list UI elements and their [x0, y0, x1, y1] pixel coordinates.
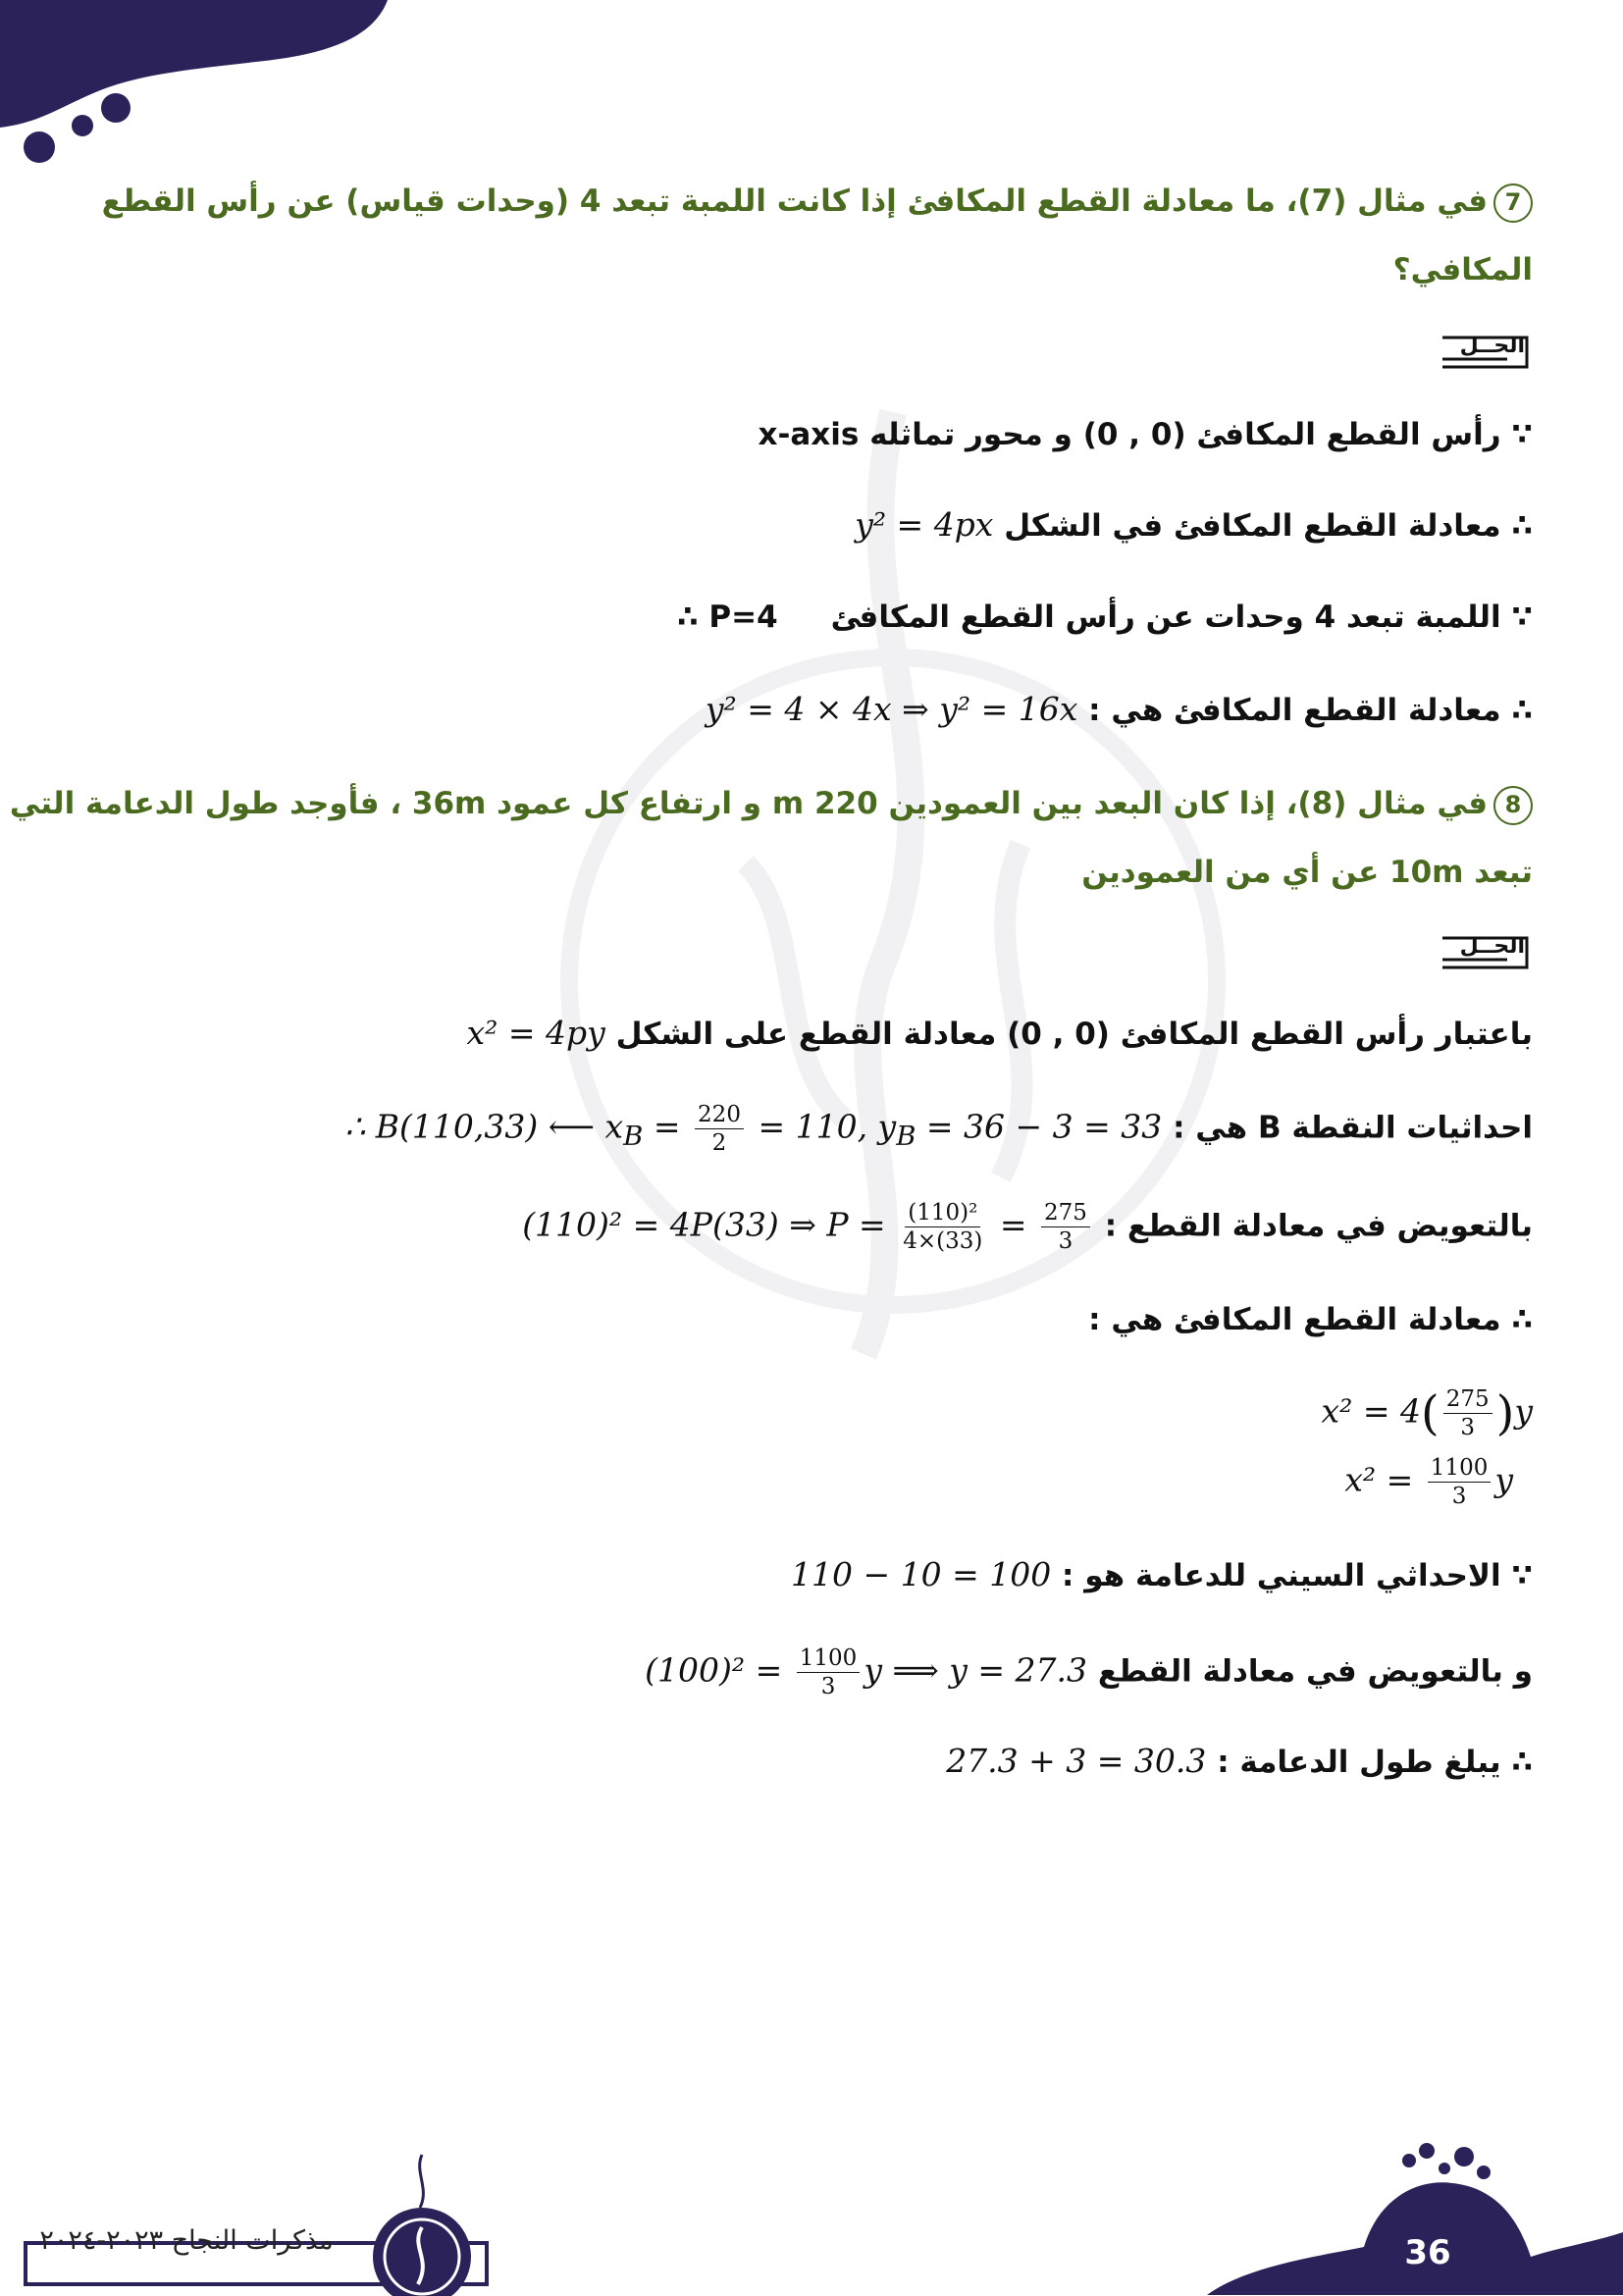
s7-line-1: ∵ رأس القطع المكافئ (0 , 0) و محور تماثله x-axis	[758, 417, 1533, 452]
s8-line-6: و بالتعويض في معادلة القطع (100)² = $\frac{1100}{3}$ y ⟹ y = 27.3	[645, 1645, 1533, 1699]
question-7-text: في مثال (7)، ما معادلة القطع المكافئ إذا كانت اللمبة تبعد 4 (وحدات قياس) عن رأس القطع	[101, 183, 1488, 219]
header-decoration	[0, 0, 412, 177]
footer-brand-frame	[20, 2149, 491, 2296]
s7-line-4: ∴ معادلة القطع المكافئ هي : y² = 4 × 4x ⇒ y² = 16x	[705, 690, 1533, 728]
question-8-text: في مثال (8)، إذا كان البعد بين العمودين 220 m و ارتفاع كل عمود 36m ، فأوجد طول الدعامة التي	[9, 786, 1488, 821]
question-8-line-2: تبعد 10m عن أي من العمودين	[1081, 855, 1533, 890]
page-number: 36	[1404, 2233, 1451, 2272]
s8-line-1: باعتبار رأس القطع المكافئ (0 , 0) معادلة القطع على الشكل x² = 4py	[466, 1014, 1533, 1052]
solution-label-2: الحــل	[1439, 930, 1533, 975]
s8-eq-2: x² = $\frac{1100}{3}$ y	[1344, 1455, 1513, 1509]
s8-line-2: احداثيات النقطة B هي : ∴ B(110,33) ⟵ $x_B$ = $\frac{220}{2}$ = 110, $y_B = 36 - 3 = 33$	[344, 1101, 1533, 1159]
question-8-line-1	[10, 781, 1533, 826]
s7-line-2: ∴ معادلة القطع المكافئ في الشكل y² = 4px	[855, 505, 1533, 544]
watermark-logo	[550, 373, 1236, 1550]
s8-line-3: بالتعويض في معادلة القطع : (110)² = 4P(33) ⇒ P = $\frac{\text{(110)²}}{4\times(33)}$ = $\frac{275}{3}$	[522, 1200, 1533, 1254]
question-7-badge: 7	[1493, 183, 1533, 223]
s8-line-5: ∵ الاحداثي السيني للدعامة هو : 110 − 10 = 100	[791, 1555, 1533, 1593]
footer-brand-text: مذكرات النجاح ٢٠٢٣-٢٠٢٤	[39, 2225, 334, 2256]
s8-line-3-math: (110)² = 4P(33) ⇒ P = $\frac{\text{(110)²}}{4\times(33)}$ = $\frac{275}{3}$	[522, 1199, 1094, 1255]
s8-eq-1: x² = 4( $\frac{275}{3}$ )y	[1321, 1385, 1533, 1441]
question-7-line-2: المكافي؟	[1392, 252, 1533, 287]
s8-line-7: ∴ يبلغ طول الدعامة : 27.3 + 3 = 30.3	[946, 1742, 1533, 1780]
s8-line-4: ∴ معادلة القطع المكافئ هي :	[1088, 1302, 1533, 1337]
solution-label-1: الحــل	[1439, 330, 1533, 375]
s7-line-3: ∵ اللمبة تبعد 4 وحدات عن رأس القطع المكافئ ∴ P=4	[677, 600, 1533, 635]
question-7-line-1	[102, 179, 1533, 224]
question-8-badge: 8	[1493, 786, 1533, 825]
s8-line-2-math: ∴ B(110,33) ⟵ $x_B$ = $\frac{220}{2}$ = 110, $y_B = 36 - 3 = 33$	[344, 1102, 1163, 1156]
